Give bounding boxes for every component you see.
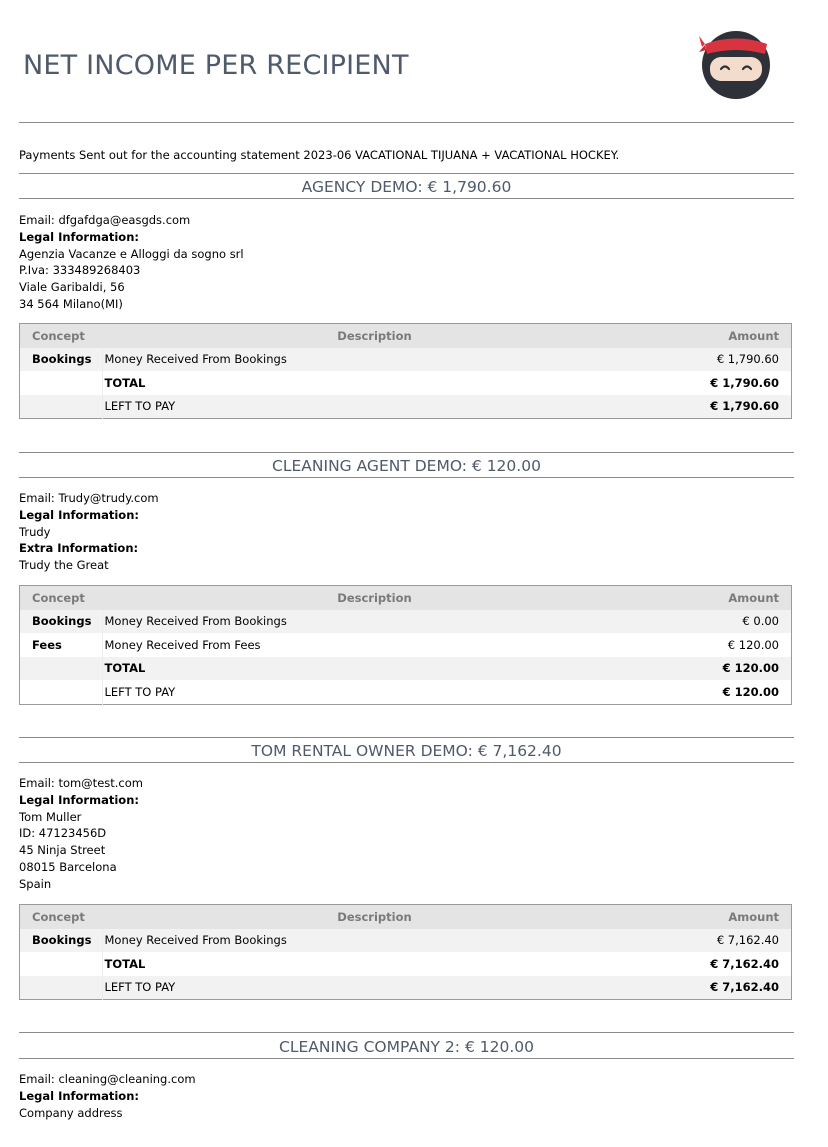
recipient-title: CLEANING AGENT DEMO: € 120.00 [272,457,541,475]
email-value: dfgafdga@easgds.com [58,213,191,227]
total-value: € 1,790.60 [647,371,792,395]
left-to-pay-value: € 1,790.60 [647,395,792,419]
email-line: Email: Trudy@trudy.com [19,491,159,505]
recipient-info [19,1071,196,1121]
legal-line: 08015 Barcelona [19,859,117,874]
email-line: Email: cleaning@cleaning.com [19,1072,196,1086]
table-row [20,929,792,953]
left-to-pay-value: € 120.00 [647,680,792,704]
recipient-info [19,490,159,574]
section-divider-top [19,452,794,453]
left-to-pay-label: LEFT TO PAY [102,680,647,704]
intro-text: Payments Sent out for the accounting statement 2023-06 VACATIONAL TIJUANA + VACATIONAL HOCKEY. [19,148,620,162]
concept-cell: Bookings [20,348,103,372]
legal-label: Legal Information: [19,792,139,807]
recipient-title: AGENCY DEMO: € 1,790.60 [301,178,512,196]
legal-line: Trudy [19,524,51,539]
amount-cell: € 120.00 [647,633,792,657]
total-row [20,657,792,681]
concept-cell: Bookings [20,610,103,634]
description-header: Description [102,905,647,929]
concept-header: Concept [20,586,103,610]
payments-table [19,904,792,1000]
recipient-title: TOM RENTAL OWNER DEMO: € 7,162.40 [251,742,562,760]
recipient-info [19,212,244,313]
amount-header: Amount [647,905,792,929]
page-title: NET INCOME PER RECIPIENT [23,50,409,81]
table-row [20,348,792,372]
concept-header: Concept [20,905,103,929]
table-row [20,610,792,634]
section-divider-top [19,1032,794,1033]
legal-label: Legal Information: [19,507,139,522]
left-to-pay-label: LEFT TO PAY [102,976,647,1000]
header-divider [19,122,794,123]
total-label: TOTAL [102,371,647,395]
recipient-info [19,775,143,893]
section-divider-bottom [19,1058,794,1059]
total-row [20,952,792,976]
table-header-row [20,324,792,348]
extra-line: Trudy the Great [19,558,109,573]
email-line: Email: dfgafdga@easgds.com [19,213,191,227]
table-header-row [20,586,792,610]
section-divider-bottom [19,762,794,763]
legal-line: P.Iva: 333489268403 [19,263,141,278]
total-value: € 120.00 [647,657,792,681]
description-cell: Money Received From Bookings [102,929,647,953]
left-to-pay-label: LEFT TO PAY [102,395,647,419]
legal-line: ID: 47123456D [19,826,107,841]
left-to-pay-value: € 7,162.40 [647,976,792,1000]
description-header: Description [102,324,647,348]
section-divider-top [19,737,794,738]
ninja-logo-icon [699,27,773,101]
recipient-title: CLEANING COMPANY 2: € 120.00 [279,1038,534,1056]
legal-line: 34 564 Milano(MI) [19,296,123,311]
payments-table [19,585,792,705]
amount-header: Amount [647,324,792,348]
description-header: Description [102,586,647,610]
email-value: cleaning@cleaning.com [58,1072,196,1086]
legal-line: Tom Muller [19,809,82,824]
description-cell: Money Received From Bookings [102,348,647,372]
concept-cell: Bookings [20,929,103,953]
left-to-pay-row [20,680,792,704]
concept-cell: Fees [20,633,103,657]
legal-line: Company address [19,1105,123,1120]
table-header-row [20,905,792,929]
payments-table [19,323,792,419]
total-row [20,371,792,395]
amount-cell: € 1,790.60 [647,348,792,372]
amount-header: Amount [647,586,792,610]
amount-cell: € 0.00 [647,610,792,634]
legal-line: Agenzia Vacanze e Alloggi da sogno srl [19,246,244,261]
total-label: TOTAL [102,657,647,681]
total-label: TOTAL [102,952,647,976]
description-cell: Money Received From Fees [102,633,647,657]
description-cell: Money Received From Bookings [102,610,647,634]
legal-line: Spain [19,876,52,891]
legal-line: Viale Garibaldi, 56 [19,280,125,295]
section-divider-bottom [19,477,794,478]
legal-line: 45 Ninja Street [19,843,106,858]
email-value: Trudy@trudy.com [58,491,159,505]
extra-label: Extra Information: [19,541,139,556]
email-value: tom@test.com [58,776,143,790]
left-to-pay-row [20,395,792,419]
amount-cell: € 7,162.40 [647,929,792,953]
total-value: € 7,162.40 [647,952,792,976]
section-divider-bottom [19,198,794,199]
legal-label: Legal Information: [19,1088,139,1103]
table-row [20,633,792,657]
concept-header: Concept [20,324,103,348]
legal-label: Legal Information: [19,229,139,244]
email-line: Email: tom@test.com [19,776,143,790]
left-to-pay-row [20,976,792,1000]
section-divider-top [19,173,794,174]
